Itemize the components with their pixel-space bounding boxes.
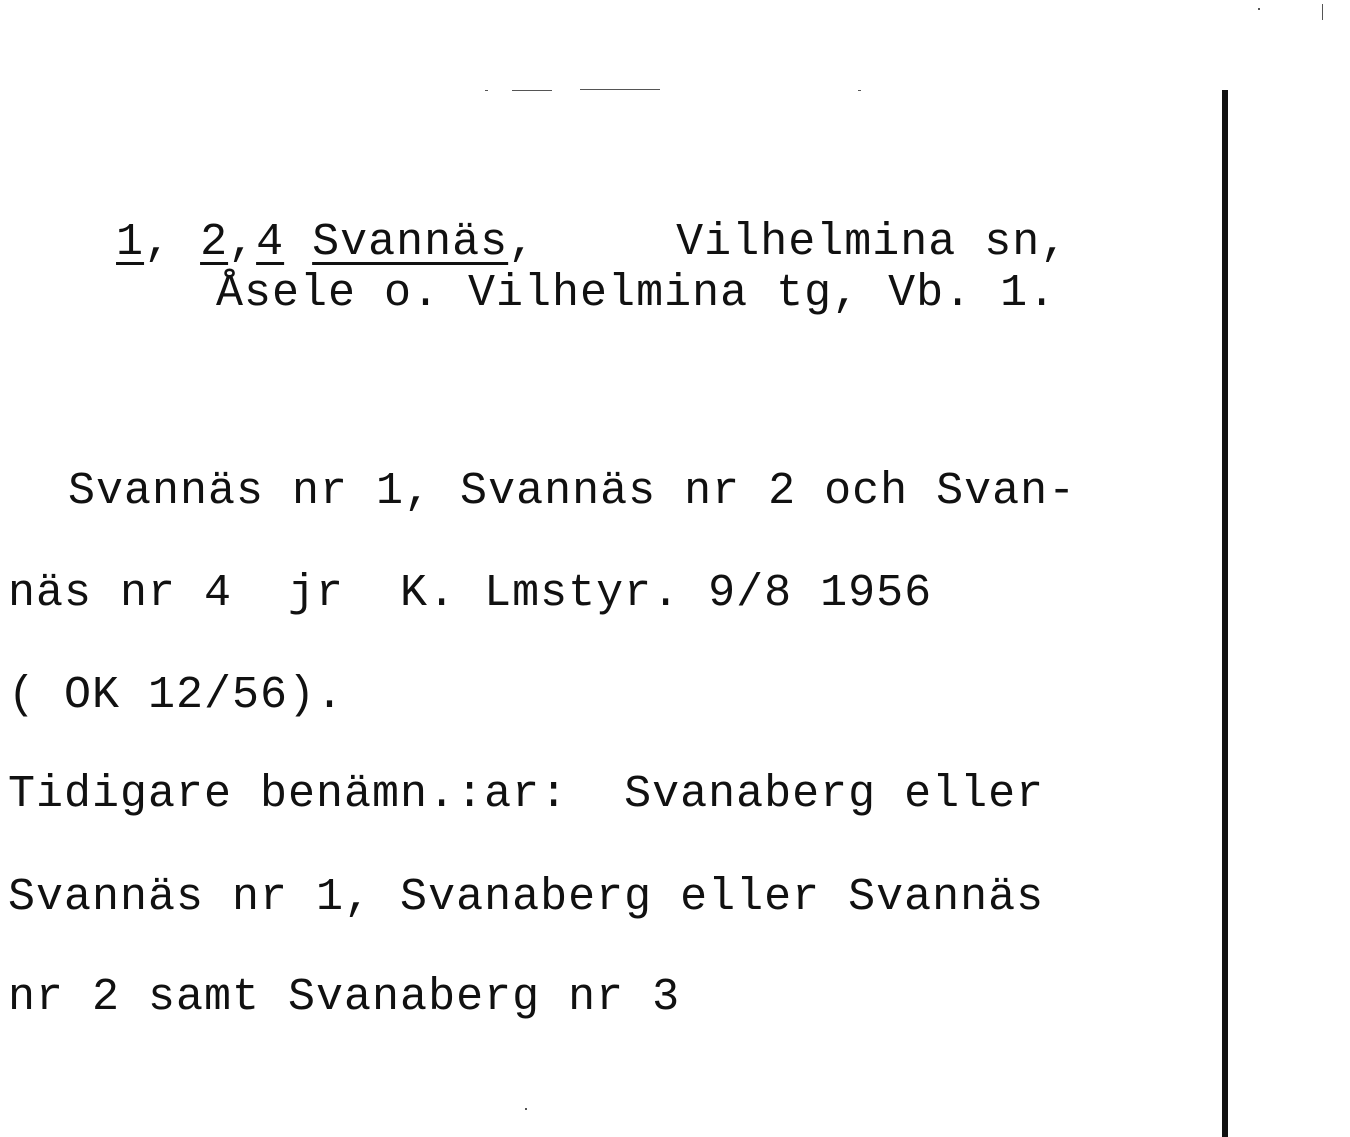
body-line-2: näs nr 4 jr K. Lmstyr. 9/8 1956	[8, 568, 933, 619]
heading-separator: ,	[228, 217, 257, 268]
parish-label: , Vilhelmina sn,	[508, 217, 1069, 268]
body-line-3: ( OK 12/56).	[8, 670, 345, 721]
heading-number-1: 1	[116, 217, 145, 268]
scan-mark	[485, 90, 488, 91]
body-line-6: nr 2 samt Svanaberg nr 3	[8, 972, 681, 1023]
body-line-1: Svannäs nr 1, Svannäs nr 2 och Svan-	[68, 466, 1077, 517]
body-line-4: Tidigare benämn.:ar: Svanaberg eller	[8, 769, 1045, 820]
scan-mark	[525, 1108, 527, 1110]
scan-mark	[512, 90, 552, 91]
place-name: Svannäs	[312, 217, 509, 268]
district-line: Åsele o. Vilhelmina tg, Vb. 1.	[216, 268, 1057, 319]
card-edge-rule	[1222, 90, 1228, 1137]
scan-mark	[580, 89, 660, 90]
heading-space	[284, 217, 312, 268]
scan-mark	[1258, 8, 1260, 10]
heading-number-2: 2	[200, 217, 229, 268]
body-line-5: Svannäs nr 1, Svanaberg eller Svannäs	[8, 872, 1045, 923]
scan-mark	[858, 90, 861, 91]
heading-number-4: 4	[256, 217, 285, 268]
scan-mark	[1322, 4, 1323, 20]
heading-separator: ,	[144, 217, 201, 268]
